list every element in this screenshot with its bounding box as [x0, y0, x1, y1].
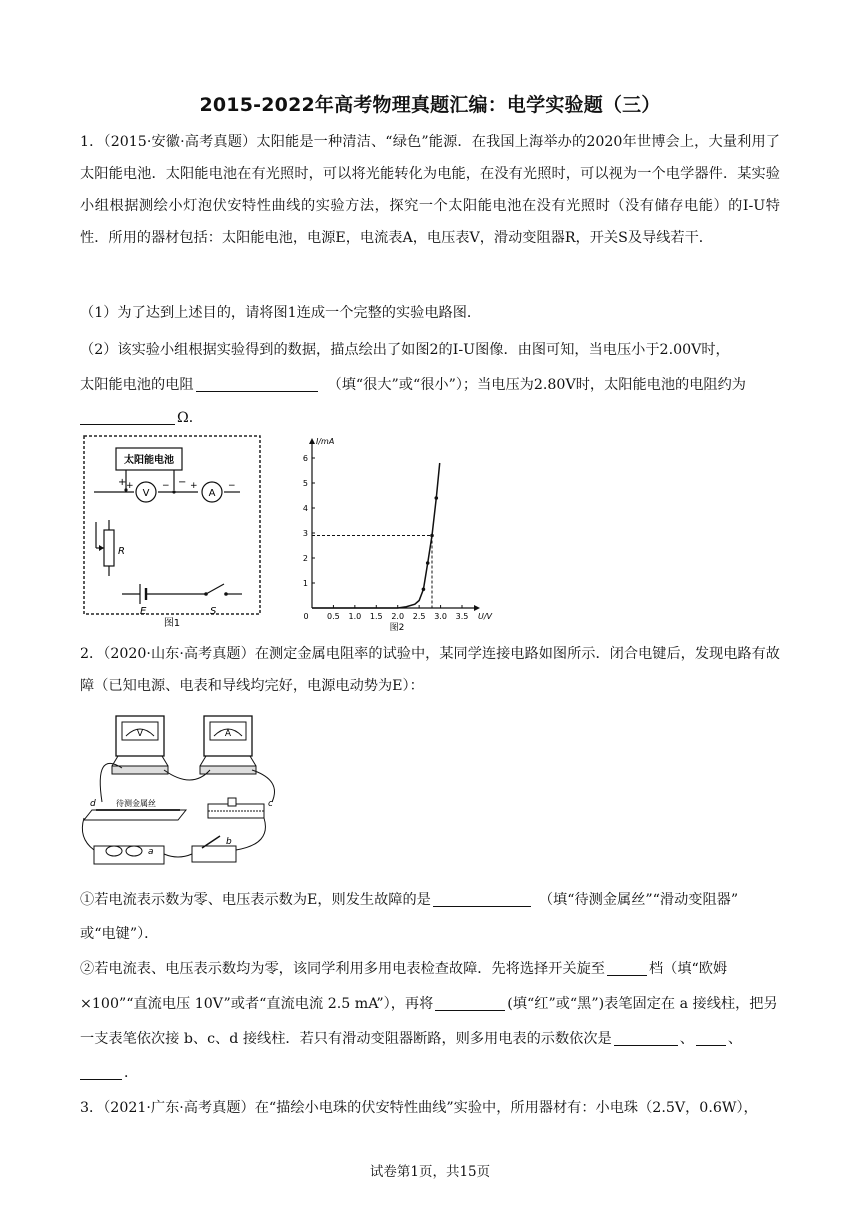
- x-tick-label: 2.5: [412, 612, 426, 621]
- x-tick-label: 0.5: [327, 612, 340, 621]
- solar-cell-label: 太阳能电池: [124, 455, 174, 466]
- q1-part2-text2: （填“很大”或“很小”）；当电压为2.80V时，太阳能电池的电阻约为: [327, 377, 746, 393]
- figure-2-iu-chart: [290, 436, 493, 633]
- cell-minus: −: [178, 477, 187, 488]
- q2-s2-line1: [80, 958, 727, 978]
- q1-intro: 1．（2015·安徽·高考真题）太阳能是一种清洁、“绿色”能源．在我国上海举办的2020年世博会上，大量利用了太阳能电池．太阳能电池在有光照时，可以将光能转化为电能，在没有光照时，可以视为一个电学器件．某实验小组根据测绘小灯泡伏安特性曲线的实验方法，探究一个太阳能电池在没有光照时（没有储存电能）的I-U特性．所用的器材包括：太阳能电池，电源E，电流表A，电压表V，滑动变阻器R，开关S及导线若干．: [80, 134, 780, 246]
- iu-curve: [312, 463, 440, 608]
- q2-end: ．: [124, 1065, 139, 1081]
- q1-blank-resistance-size[interactable]: [196, 376, 318, 392]
- voltmeter-plus: +: [126, 481, 134, 491]
- q2-blank-range[interactable]: [607, 960, 647, 976]
- voltmeter-device-label: V: [136, 729, 144, 739]
- ammeter-label: A: [208, 488, 216, 499]
- y-tick-label: 2: [302, 554, 308, 563]
- switch-icon: [206, 584, 224, 594]
- switch-label: S: [210, 606, 217, 617]
- cell-plus: +: [118, 477, 127, 488]
- y-axis-arrow: [309, 438, 315, 444]
- figure-1-caption: 图1: [163, 618, 181, 629]
- data-point: [434, 496, 438, 500]
- x-tick-label: 3.0: [434, 612, 447, 621]
- y-tick-label: 1: [302, 579, 308, 588]
- q2-intro: 2．（2020·山东·高考真题）在测定金属电阻率的试验中，某同学连接电路如图所示．闭合电键后，发现电路有故障（已知电源、电表和导线均完好，电源电动势为E）：: [80, 646, 780, 694]
- q2-s2-line2: [80, 993, 778, 1013]
- post-a-label: a: [148, 847, 154, 857]
- q2-s2-line3: [80, 1028, 742, 1048]
- q2-blank-probe-color[interactable]: [435, 995, 505, 1011]
- post-d-label: d: [90, 799, 96, 809]
- voltmeter-minus: −: [162, 481, 170, 491]
- q2-s1-line2: 或“电键”）．: [80, 926, 159, 942]
- q1-part2-line3: [80, 407, 203, 427]
- q2-blank-fault[interactable]: [433, 891, 531, 907]
- q2-blank-reading-3[interactable]: [80, 1064, 122, 1080]
- rheostat-label: R: [118, 546, 125, 557]
- post-c-label: c: [268, 799, 273, 809]
- q3-intro: 3．（2021·广东·高考真题）在“描绘小电珠的伏安特性曲线”实验中，所用器材有：小电珠（2.5V，0.6W），: [80, 1100, 758, 1116]
- q2-s2-line4: [80, 1062, 138, 1082]
- q1-part2-text1: 太阳能电池的电阻: [80, 377, 194, 393]
- data-point: [430, 534, 434, 538]
- x-axis-label: U/V: [478, 612, 493, 621]
- ammeter-device-label: A: [224, 729, 232, 739]
- y-tick-label: 5: [302, 479, 308, 488]
- q2-sep-2: 、: [727, 1031, 743, 1047]
- x-tick-label: 2.0: [391, 612, 405, 621]
- q2-s2-text4: (填“红”或“黑”)表笔固定在 a 接线柱，把另: [507, 996, 778, 1012]
- q2-sep-1: 、: [679, 1031, 694, 1047]
- q2-s2-text1: ②若电流表、电压表示数均为零，该同学利用多用电表检查故障．先将选择开关旋至: [80, 961, 605, 977]
- q1-part2-line2: [80, 374, 746, 394]
- q2-s2-text2: 档（填“欧姆: [648, 961, 728, 977]
- figure-1-circuit: [82, 434, 264, 629]
- q2-s2-text3: ×100”“直流电压 10V”或者“直流电流 2.5 mA”），再将: [80, 996, 434, 1012]
- ammeter-plus: +: [190, 481, 198, 491]
- y-tick-label: 3: [302, 529, 308, 538]
- ammeter-minus: −: [228, 481, 236, 491]
- q2-s1-text2: （填“待测金属丝”“滑动变阻器”: [538, 892, 739, 908]
- q2-s2-text5: 一支表笔依次接 b、c、d 接线柱．若只有滑动变阻器断路，则多用电表的示数依次是: [80, 1031, 612, 1047]
- y-tick-label: 6: [302, 454, 308, 463]
- post-b-label: b: [226, 837, 232, 847]
- q2-blank-reading-1[interactable]: [614, 1030, 678, 1046]
- page-footer: 试卷第1页，共15页: [369, 1164, 491, 1180]
- q1-part1: （1）为了达到上述目的，请将图1连成一个完整的实验电路图．: [80, 305, 482, 321]
- x-tick-label: 1.5: [369, 612, 383, 621]
- q1-blank-resistance-value[interactable]: [80, 409, 175, 425]
- metal-wire-board: [84, 810, 186, 820]
- metal-wire-label: 待测金属丝: [116, 799, 156, 808]
- figure-2-caption: 图2: [389, 623, 405, 633]
- y-axis-label: I/mA: [316, 437, 335, 446]
- switch-device-icon: [192, 846, 236, 862]
- q1-part2-line1: （2）该实验小组根据实验得到的数据，描点绘出了如图2的I-U图像．由图可知，当电压小于2.00V时，: [80, 342, 730, 358]
- x-tick-label: 1.0: [348, 612, 362, 621]
- battery-label: E: [140, 606, 147, 617]
- voltmeter-label: V: [142, 488, 150, 499]
- q2-s1-text1: ①若电流表示数为零、电压表示数为E，则发生故障的是: [80, 892, 431, 908]
- q2-blank-reading-2[interactable]: [696, 1030, 726, 1046]
- x-tick-label: 3.5: [455, 612, 469, 621]
- x-axis-arrow: [474, 605, 480, 611]
- figure-q2-apparatus: [82, 710, 292, 870]
- y-tick-label: 4: [302, 504, 308, 513]
- q1-omega: Ω．: [177, 410, 203, 426]
- rheostat-icon: [104, 530, 114, 566]
- data-point: [422, 587, 426, 591]
- q2-s1-line1: [80, 889, 738, 909]
- page-title: 2015-2022年高考物理真题汇编：电学实验题（三）: [199, 94, 661, 116]
- data-point: [426, 561, 430, 565]
- origin-label: 0: [303, 612, 309, 621]
